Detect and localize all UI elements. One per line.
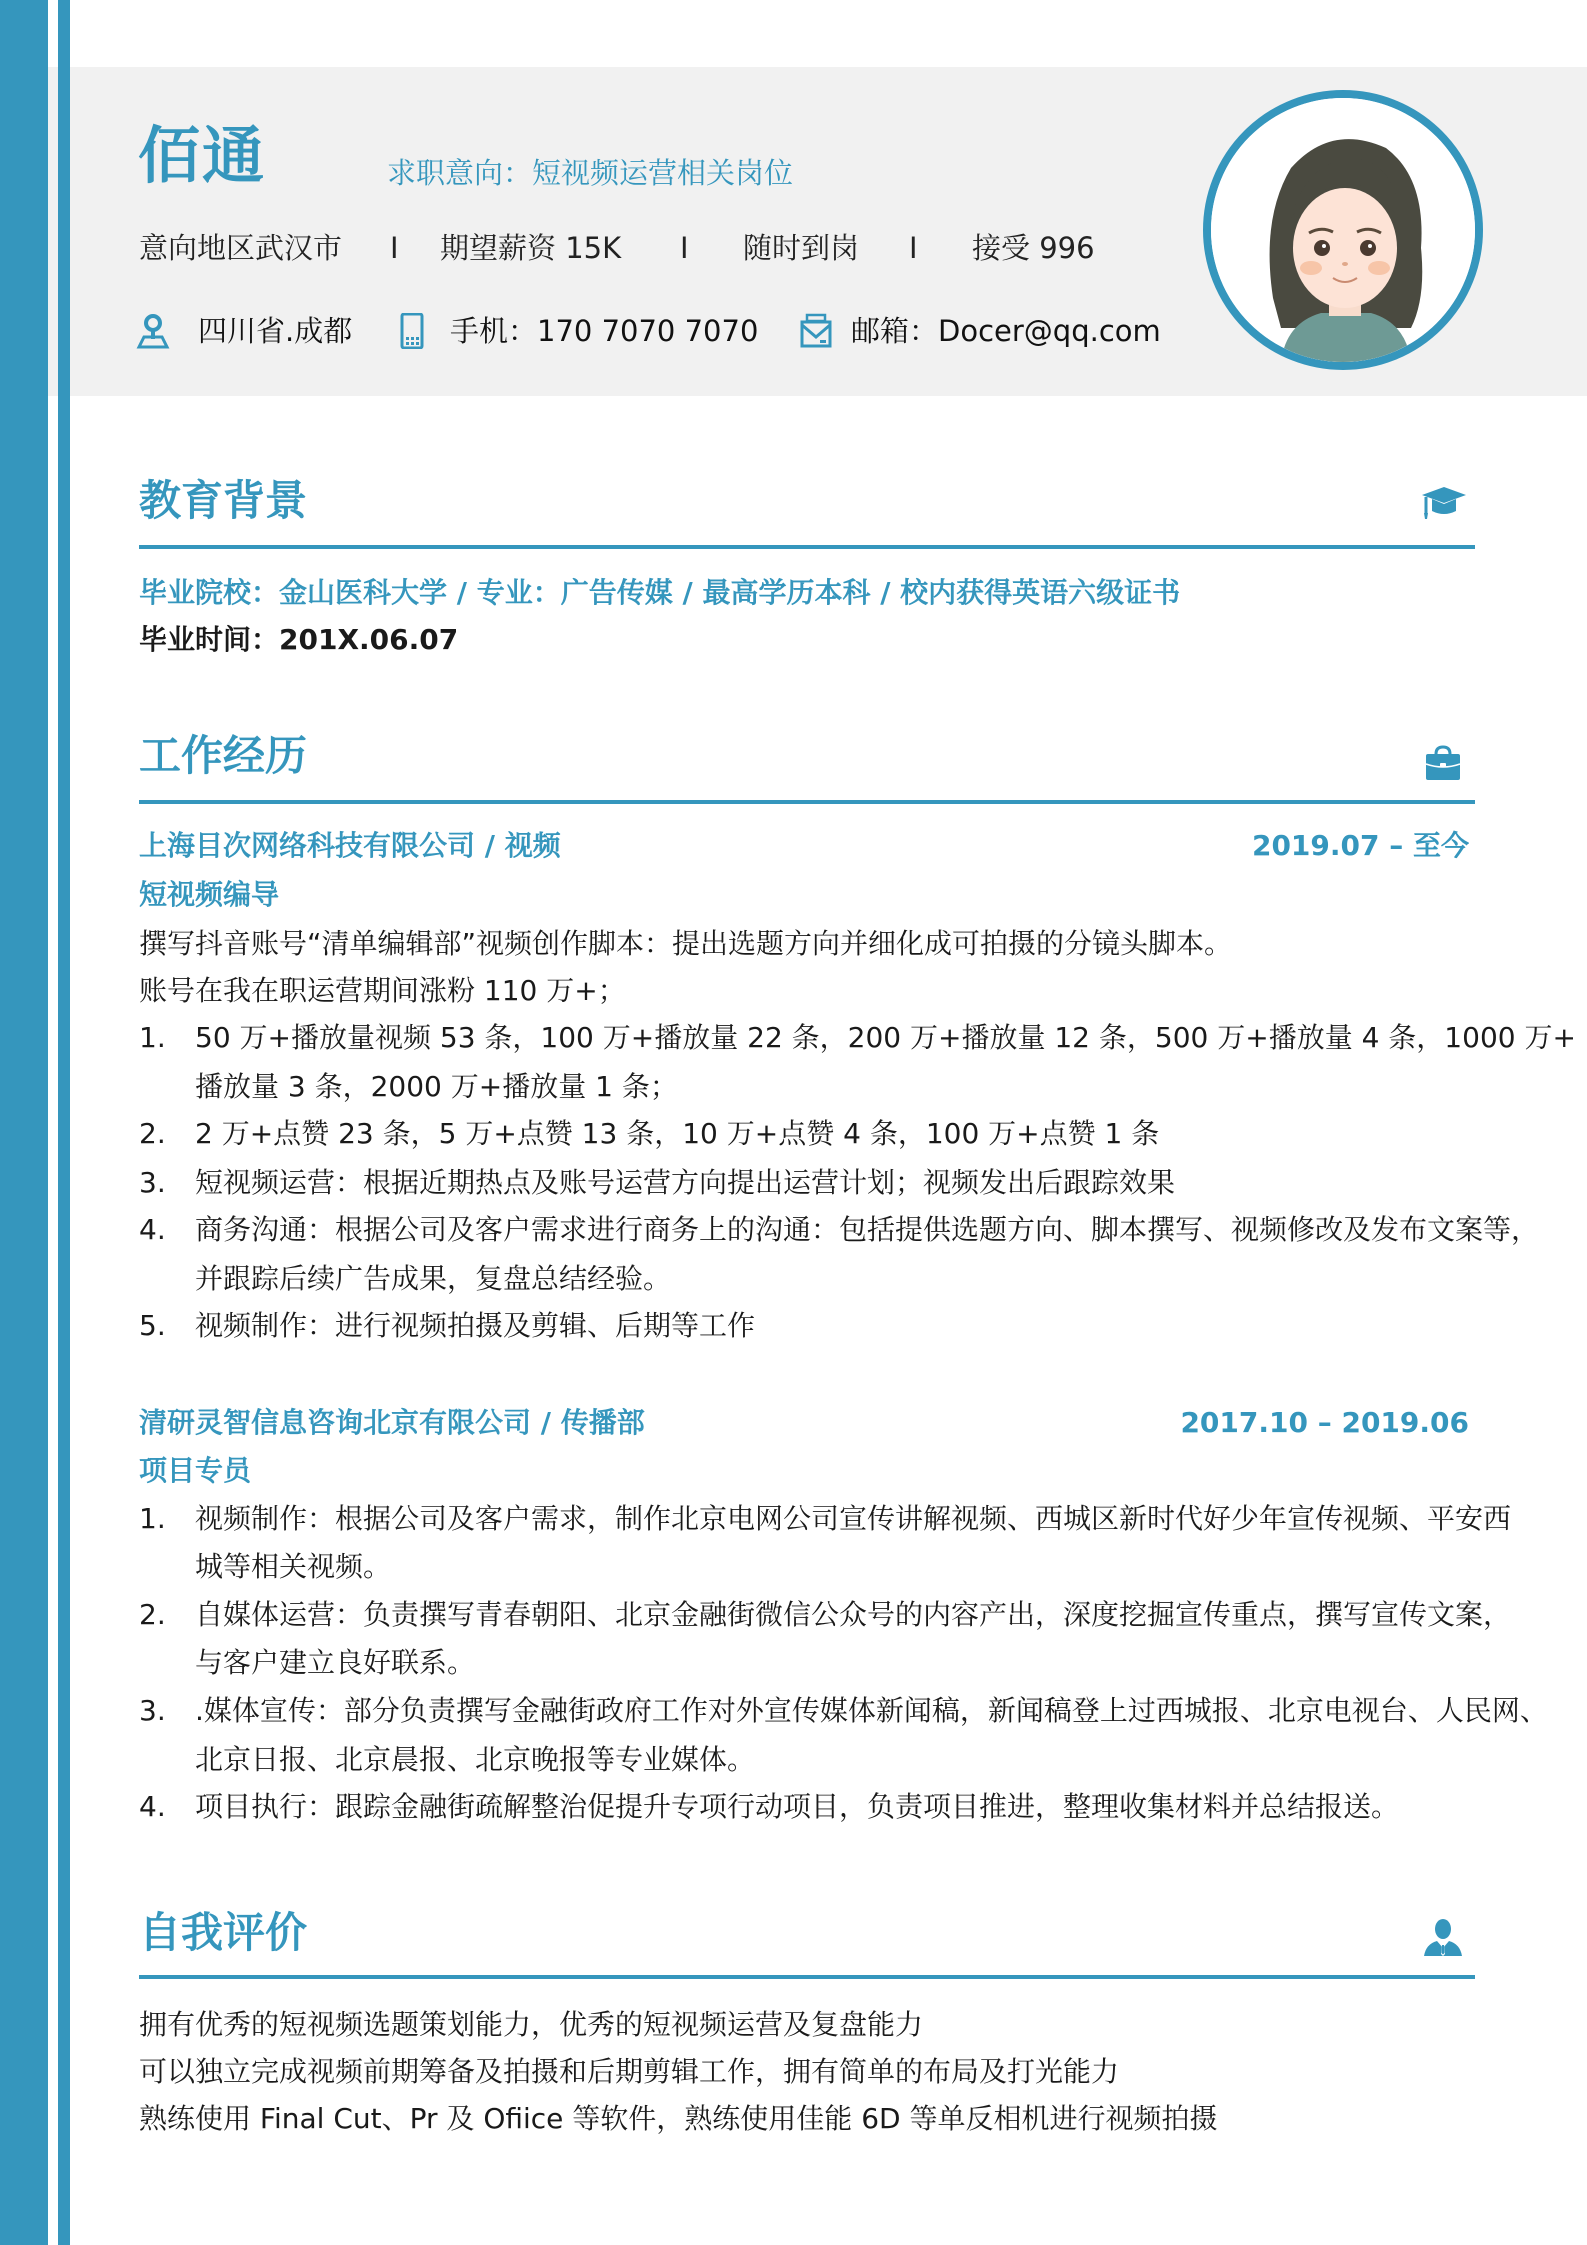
list-item-continued: 并跟踪后续广告成果，复盘总结经验。 [195,1262,672,1295]
list-item: 2 万+点赞 23 条，5 万+点赞 13 条，10 万+点赞 4 条，100 万+点赞 1 条 [195,1117,1160,1150]
list-item-number: 4. [139,1790,166,1823]
job-intention: 求职意向：短视频运营相关岗位 [387,156,794,190]
job-intro-line: 账号在我在职运营期间涨粉 110 万+； [139,974,626,1007]
list-item-continued: 城等相关视频。 [195,1550,392,1583]
education-school-line: 毕业院校：金山医科大学 / 专业：广告传媒 / 最高学历本科 / 校内获得英语六级证书 [139,576,1181,609]
list-item-number: 3. [139,1694,166,1727]
list-item: 短视频运营：根据近期热点及账号运营方向提出运营计划；视频发出后跟踪效果 [195,1166,1176,1199]
section-title-education: 教育背景 [139,476,308,525]
contact-location: 四川省.成都 [198,314,353,348]
list-item-number: 5. [139,1309,166,1342]
location-pin-icon [136,313,170,349]
job-company: 清研灵智信息咨询北京有限公司 / 传播部 [139,1406,645,1439]
list-item: 商务沟通：根据公司及客户需求进行商务上的沟通：包括提供选题方向、脚本撰写、视频修改及发布文案等， [195,1213,1540,1246]
mail-icon [800,313,832,349]
section-title-self-evaluation: 自我评价 [139,1908,308,1957]
education-graduation-date: 毕业时间：201X.06.07 [139,623,459,656]
list-item: 视频制作：根据公司及客户需求，制作北京电网公司宣传讲解视频、西城区新时代好少年宣传视频、平安西 [195,1502,1512,1535]
list-item: 自媒体运营：负责撰写青春朝阳、北京金融街微信公众号的内容产出，深度挖掘宣传重点，撰写宣传文案， [195,1598,1512,1631]
info-availability: 随时到岗 [743,231,860,265]
list-item: 50 万+播放量视频 53 条，100 万+播放量 22 条，200 万+播放量 12 条，500 万+播放量 4 条，1000 万+ [195,1021,1576,1054]
self-eval-line: 可以独立完成视频前期筹备及拍摄和后期剪辑工作，拥有简单的布局及打光能力 [139,2055,1120,2088]
list-item-continued: 与客户建立良好联系。 [195,1646,476,1679]
list-item: 项目执行：跟踪金融街疏解整治促提升专项行动项目，负责项目推进，整理收集材料并总结报送。 [195,1790,1400,1823]
info-separator: I [909,231,918,265]
job-date: 2019.07 – 至今 [1251,829,1469,862]
section-divider [139,545,1475,549]
section-divider [139,1975,1475,1979]
section-divider [139,800,1475,804]
left-accent-bar-thick [0,0,48,2245]
candidate-name: 佰通 [138,119,267,192]
job-intro-line: 撰写抖音账号“清单编辑部”视频创作脚本：提出选题方向并细化成可拍摄的分镜头脚本。 [139,927,1233,960]
contact-email[interactable]: 邮箱：Docer@qq.com [851,314,1161,348]
job-company: 上海目次网络科技有限公司 / 视频 [139,829,561,862]
job-role: 短视频编导 [139,878,280,911]
job-role: 项目专员 [139,1454,252,1487]
graduation-cap-icon [1420,483,1466,523]
list-item: 视频制作：进行视频拍摄及剪辑、后期等工作 [195,1309,756,1342]
list-item: .媒体宣传：部分负责撰写金融街政府工作对外宣传媒体新闻稿，新闻稿登上过西城报、北京电视台、人民网、 [195,1694,1548,1727]
info-separator: I [390,231,399,265]
list-item-number: 2. [139,1598,166,1631]
contact-phone[interactable]: 手机：170 7070 7070 [450,314,759,348]
section-title-work: 工作经历 [139,731,308,780]
info-salary: 期望薪资 15K [440,231,622,265]
businessman-icon [1420,1918,1466,1958]
self-eval-line: 熟练使用 Final Cut、Pr 及 Ofiice 等软件，熟练使用佳能 6D 等单反相机进行视频拍摄 [139,2102,1218,2135]
list-item-number: 4. [139,1213,166,1246]
self-eval-line: 拥有优秀的短视频选题策划能力，优秀的短视频运营及复盘能力 [139,2008,924,2041]
info-996: 接受 996 [972,231,1095,265]
info-region: 意向地区武汉市 [139,231,343,265]
list-item-number: 1. [139,1502,166,1535]
info-separator: I [680,231,689,265]
list-item-number: 2. [139,1117,166,1150]
avatar [1203,90,1483,370]
avatar-illustration [1211,98,1475,362]
mobile-phone-icon [400,313,424,349]
list-item-number: 1. [139,1021,166,1054]
briefcase-icon [1420,744,1466,784]
left-accent-bar-thin [58,0,70,2245]
list-item-continued: 北京日报、北京晨报、北京晚报等专业媒体。 [195,1743,756,1776]
list-item-number: 3. [139,1166,166,1199]
list-item-continued: 播放量 3 条，2000 万+播放量 1 条； [195,1070,678,1103]
job-date: 2017.10 – 2019.06 [1180,1406,1469,1439]
